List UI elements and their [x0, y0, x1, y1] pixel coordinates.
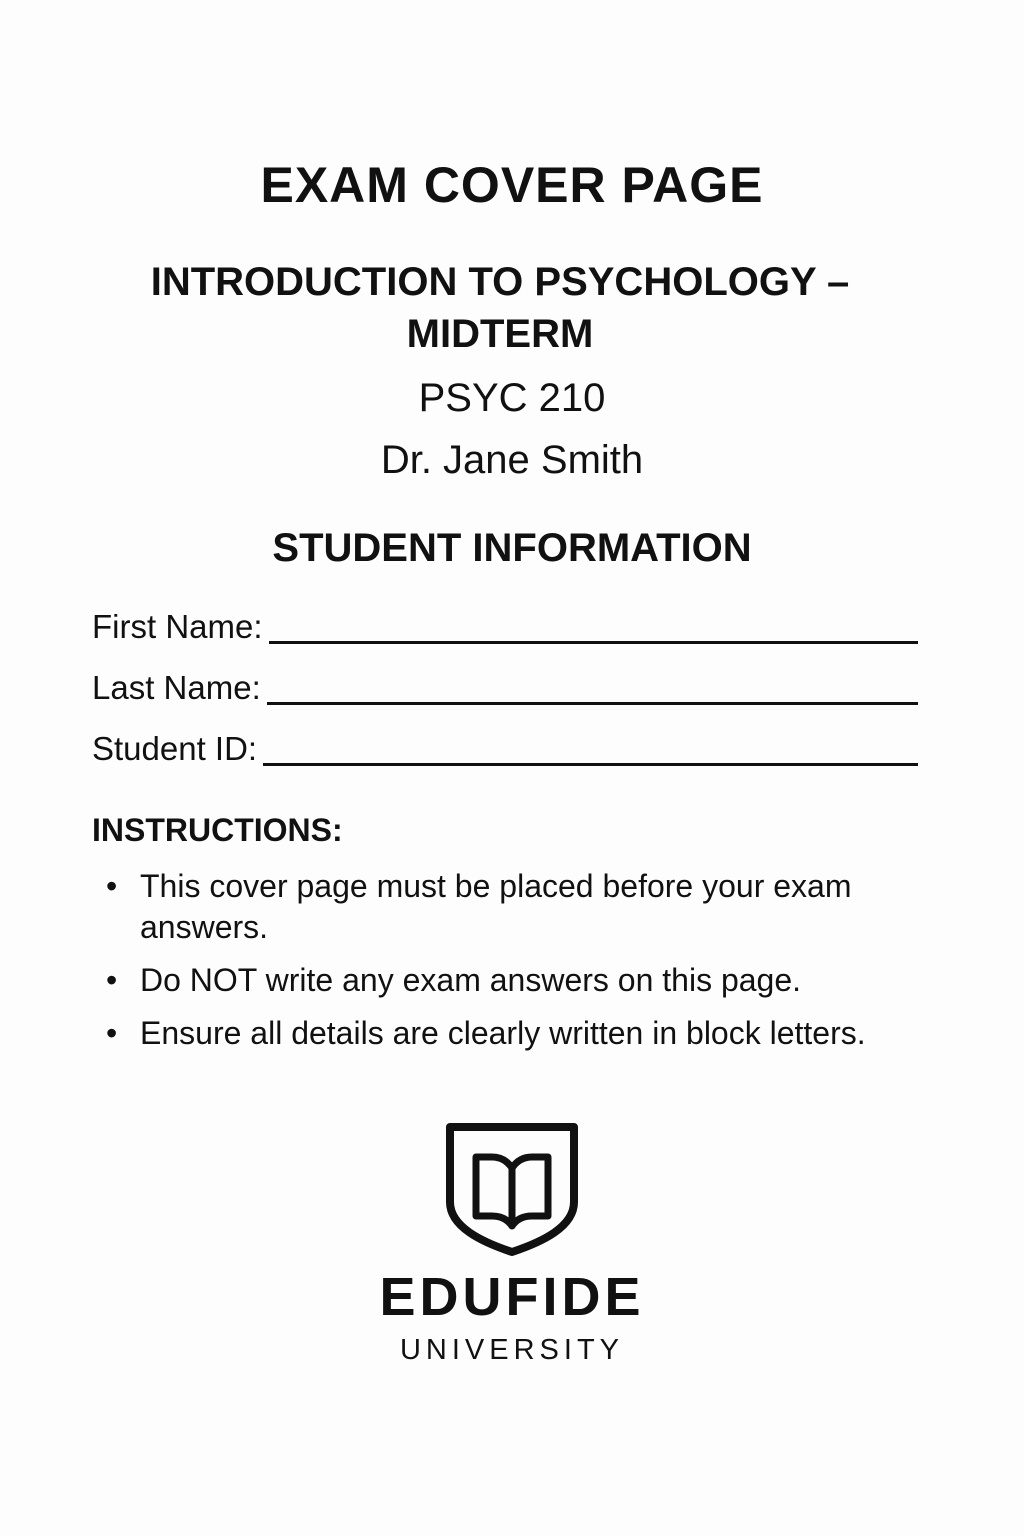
student-id-field[interactable] [263, 762, 918, 766]
instructor-name: Dr. Jane Smith [380, 438, 644, 482]
instruction-item [100, 866, 920, 948]
first-name-row [92, 596, 918, 646]
student-id-row [92, 718, 918, 768]
instruction-text: Ensure all details are clearly written in block letters. [140, 1015, 866, 1051]
student-id-label: Student ID: [92, 730, 258, 767]
last-name-field[interactable] [267, 701, 918, 705]
bullet-icon: • [106, 962, 118, 998]
shield-book-icon [442, 1122, 582, 1256]
instruction-item [100, 960, 920, 1001]
page-title: EXAM COVER PAGE [260, 157, 764, 213]
university-name: EDUFIDE [379, 1267, 645, 1327]
university-subtitle: UNIVERSITY [399, 1334, 625, 1366]
student-information-heading: STUDENT INFORMATION [272, 526, 752, 570]
last-name-label: Last Name: [92, 669, 261, 706]
last-name-row [92, 657, 918, 707]
instructions-list [100, 866, 920, 1066]
instructions-heading: INSTRUCTIONS: [92, 812, 343, 848]
instruction-text: Do NOT write any exam answers on this page. [140, 962, 802, 998]
first-name-field[interactable] [269, 640, 918, 644]
bullet-icon: • [106, 868, 118, 904]
course-title: INTRODUCTION TO PSYCHOLOGY – MIDTERM [150, 260, 850, 356]
first-name-label: First Name: [92, 608, 263, 645]
bullet-icon: • [106, 1015, 118, 1051]
course-code: PSYC 210 [418, 376, 606, 420]
instruction-item [100, 1013, 920, 1054]
instruction-text: This cover page must be placed before your exam answers. [140, 868, 852, 945]
